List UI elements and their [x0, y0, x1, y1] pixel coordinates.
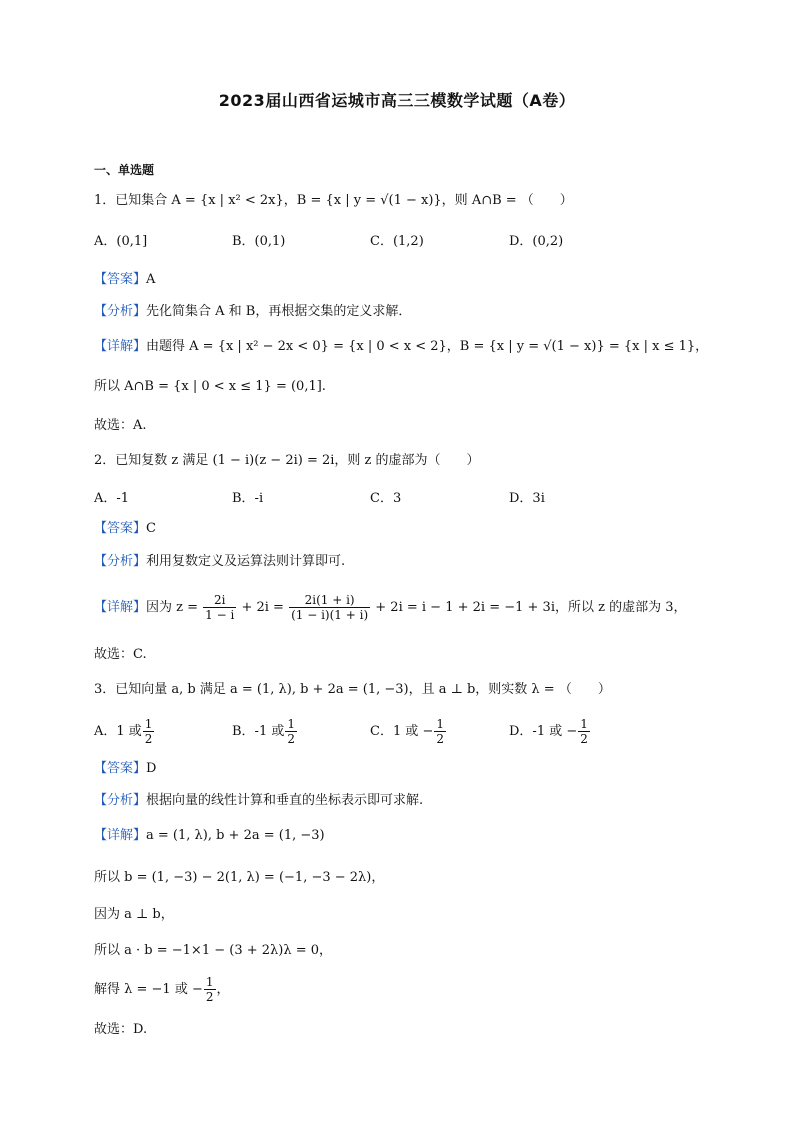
q1-option-c: C．(1,2) [370, 234, 424, 249]
section-heading: 一、单选题 [94, 163, 155, 177]
q3-analysis-line [94, 791, 423, 811]
fraction-numerator: 1 [144, 717, 153, 731]
q1-analysis: 先化简集合 A 和 B，再根据交集的定义求解． [146, 304, 412, 319]
detail-tag: 【详解】 [94, 828, 147, 843]
fraction-numerator: 1 [436, 717, 445, 731]
detail-tag: 【详解】 [94, 600, 147, 615]
q3-option-a [94, 716, 155, 748]
fraction [578, 717, 590, 746]
q3-detail-1: a = (1, λ), b + 2a = (1, −3) [146, 828, 325, 843]
fraction [204, 975, 216, 1004]
q3-detail-5-post: ， [216, 982, 230, 997]
q3-detail-4: 所以 a · b = −1×1 − (3 + 2λ)λ = 0， [94, 943, 332, 958]
q2-detail-mid: + 2i = [241, 600, 284, 615]
q2-conclusion: 故选：C. [94, 647, 147, 662]
q1-option-b: B．(0,1) [232, 234, 286, 249]
fraction-numerator: 1 [580, 717, 588, 731]
q2-analysis-line [94, 552, 345, 572]
q3-detail-5 [94, 974, 230, 1006]
analysis-tag: 【分析】 [94, 304, 147, 319]
fraction [143, 717, 155, 746]
q3-option-b [232, 716, 298, 748]
q3-option-c [370, 716, 447, 748]
answer-tag: 【答案】 [94, 761, 147, 776]
q2-detail-line [94, 592, 687, 624]
fraction-denominator: 2 [436, 732, 445, 746]
answer-tag: 【答案】 [94, 272, 147, 287]
answer-tag: 【答案】 [94, 521, 147, 536]
q3-analysis: 根据向量的线性计算和垂直的坐标表示即可求解. [146, 793, 424, 808]
q3-answer-line [94, 759, 156, 779]
q3-detail-line [94, 826, 325, 846]
q2-answer-line [94, 519, 156, 539]
fraction [285, 717, 297, 746]
q1-conclusion: 故选：A. [94, 418, 147, 433]
page-title: 2023届山西省运城市高三三模数学试题（A卷） [218, 91, 576, 110]
q2-answer: C [146, 521, 156, 536]
q3-stem: 3．已知向量 a, b 满足 a = (1, λ), b + 2a = (1, −3)，且 a ⊥ b，则实数 λ = （ ） [94, 682, 611, 697]
q2-detail-post: + 2i = i − 1 + 2i = −1 + 3i，所以 z 的虚部为 3， [375, 600, 687, 615]
q2-stem: 2．已知复数 z 满足 (1 − i)(z − 2i) = 2i，则 z 的虚部为（ ） [94, 453, 480, 468]
q1-answer: A [146, 272, 156, 287]
q2-option-d: D．3i [509, 491, 545, 506]
q1-answer-line [94, 270, 155, 290]
fraction-denominator: 2 [580, 732, 588, 746]
fraction-denominator: 2 [287, 732, 295, 746]
q2-detail-pre: 因为 z = [146, 600, 199, 615]
fraction-denominator: 1 − i [205, 608, 235, 622]
q1-detail-1: 由题得 A = {x | x² − 2x < 0} = {x | 0 < x < 2}，B = {x | y = √(1 − x)} = {x | x ≤ 1}， [146, 339, 709, 354]
q1-option-a: A．(0,1] [94, 234, 148, 249]
detail-tag: 【详解】 [94, 339, 147, 354]
q3-answer: D [146, 761, 157, 776]
q3-option-b-label: B．-1 或 [232, 724, 285, 739]
fraction-numerator: 1 [287, 717, 295, 731]
q3-option-a-label: A．1 或 [94, 724, 142, 739]
fraction-numerator: 2i(1 + i) [289, 593, 370, 608]
q3-conclusion: 故选：D. [94, 1022, 148, 1037]
fraction-numerator: 1 [205, 975, 214, 989]
analysis-tag: 【分析】 [94, 793, 147, 808]
q3-detail-5-pre: 解得 λ = −1 或 − [94, 982, 203, 997]
fraction [434, 717, 446, 746]
q1-option-d: D．(0,2) [509, 234, 564, 249]
fraction [203, 593, 236, 622]
q2-analysis: 利用复数定义及运算法则计算即可. [146, 554, 346, 569]
q1-detail-line [94, 337, 708, 357]
fraction-denominator: (1 − i)(1 + i) [291, 608, 369, 622]
q2-option-b: B．-i [232, 491, 264, 506]
q2-option-a: A．-1 [94, 491, 130, 506]
q3-option-d [509, 716, 591, 748]
q3-detail-2: 所以 b = (1, −3) − 2(1, λ) = (−1, −3 − 2λ)， [94, 870, 385, 885]
q3-option-c-label: C．1 或 − [370, 724, 434, 739]
fraction-numerator: 2i [203, 593, 236, 608]
q1-detail-2: 所以 A∩B = {x | 0 < x ≤ 1} = (0,1]. [94, 379, 326, 394]
fraction-denominator: 2 [205, 990, 214, 1004]
fraction [289, 593, 370, 622]
q2-option-c: C．3 [370, 491, 402, 506]
q3-detail-3: 因为 a ⊥ b， [94, 907, 174, 922]
q1-analysis-line [94, 302, 411, 322]
analysis-tag: 【分析】 [94, 554, 147, 569]
q3-option-d-label: D．-1 或 − [509, 724, 578, 739]
q1-stem: 1．已知集合 A = {x | x² < 2x}，B = {x | y = √(1 − x)}，则 A∩B = （ ） [94, 193, 573, 208]
fraction-denominator: 2 [144, 732, 153, 746]
